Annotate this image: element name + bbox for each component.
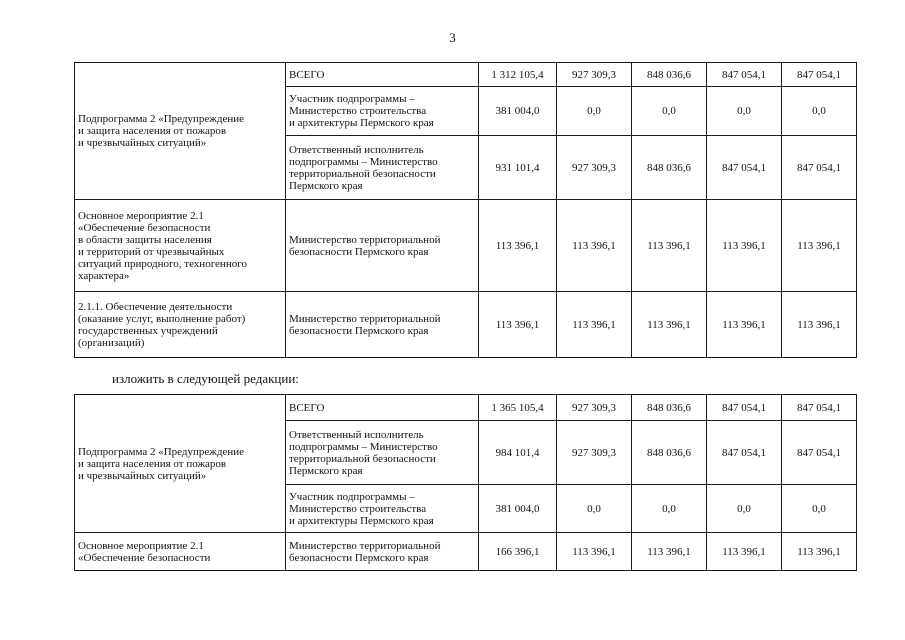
amount-cell: 927 309,3: [557, 395, 632, 421]
amount-cell: 113 396,1: [707, 533, 782, 571]
amendment-instruction: изложить в следующей редакции:: [112, 371, 299, 386]
label-line: «Обеспечение безопасности: [78, 551, 211, 564]
amount-cell: 848 036,6: [632, 421, 707, 485]
amount-cell: 847 054,1: [782, 421, 857, 485]
executor-cell: [286, 63, 479, 87]
amount-cell: 847 054,1: [782, 136, 857, 200]
amount-cell: 113 396,1: [479, 292, 557, 358]
subprogram-label-cell: [75, 395, 286, 533]
amount-cell: 0,0: [557, 485, 632, 533]
executor-cell: [286, 292, 479, 358]
executor-line: Участник подпрограммы –: [289, 490, 415, 503]
label-line: и защита населения от пожаров: [78, 457, 227, 470]
executor-line: Министерство строительства: [289, 105, 427, 117]
label-line: и чрезвычайных ситуаций»: [78, 137, 207, 149]
amount-cell: 113 396,1: [557, 533, 632, 571]
budget-table-current: [74, 62, 857, 358]
amount-cell: 927 309,3: [557, 63, 632, 87]
table-row: [75, 533, 857, 571]
amount-cell: 0,0: [632, 87, 707, 136]
label-line: Подпрограмма 2 «Предупреждение: [78, 113, 245, 125]
amount-cell: 931 101,4: [479, 136, 557, 200]
amount-cell: 0,0: [707, 485, 782, 533]
amount-cell: 1 365 105,4: [479, 395, 557, 421]
amount-cell: 847 054,1: [782, 395, 857, 421]
executor-line: подпрограммы – Министерство: [289, 155, 438, 168]
amount-cell: 113 396,1: [632, 533, 707, 571]
label-line: и территорий от чрезвычайных: [78, 245, 225, 258]
amount-cell: 847 054,1: [707, 63, 782, 87]
label-line: государственных учреждений: [78, 324, 218, 337]
amount-cell: 113 396,1: [557, 200, 632, 292]
amount-cell: 0,0: [782, 87, 857, 136]
executor-line: Пермского края: [289, 464, 363, 477]
amount-cell: 113 396,1: [782, 292, 857, 358]
executor-cell: [286, 485, 479, 533]
activity-label-cell: [75, 292, 286, 358]
amount-cell: 927 309,3: [557, 136, 632, 200]
label-line: 2.1.1. Обеспечение деятельности: [78, 300, 233, 313]
amount-cell: 0,0: [782, 485, 857, 533]
amount-cell: 927 309,3: [557, 421, 632, 485]
executor-line: Министерство территориальной: [289, 539, 441, 552]
amount-cell: 847 054,1: [707, 136, 782, 200]
executor-cell: [286, 136, 479, 200]
executor-line: подпрограммы – Министерство: [289, 440, 438, 453]
executor-line: Министерство строительства: [289, 502, 427, 515]
amount-cell: 166 396,1: [479, 533, 557, 571]
executor-line: и архитектуры Пермского края: [289, 117, 434, 129]
executor-cell: [286, 395, 479, 421]
table-row: [75, 395, 857, 421]
executor-line: и архитектуры Пермского края: [289, 514, 434, 527]
label-line: (оказание услуг, выполнение работ): [78, 312, 246, 325]
table-row: [75, 292, 857, 358]
executor-line: ВСЕГО: [289, 401, 325, 414]
amount-cell: 847 054,1: [782, 63, 857, 87]
label-line: (организаций): [78, 336, 145, 349]
label-line: «Обеспечение безопасности: [78, 221, 211, 234]
amount-cell: 0,0: [557, 87, 632, 136]
amount-cell: 113 396,1: [479, 200, 557, 292]
label-line: Подпрограмма 2 «Предупреждение: [78, 445, 245, 458]
amount-cell: 113 396,1: [782, 533, 857, 571]
main-activity-label-cell: [75, 200, 286, 292]
amount-cell: 0,0: [707, 87, 782, 136]
amount-cell: 984 101,4: [479, 421, 557, 485]
executor-cell: [286, 200, 479, 292]
main-activity-label-cell: [75, 533, 286, 571]
amount-cell: 848 036,6: [632, 63, 707, 87]
table-row: [75, 200, 857, 292]
executor-line: территориальной безопасности: [289, 167, 436, 180]
executor-cell: [286, 421, 479, 485]
amount-cell: 0,0: [632, 485, 707, 533]
amount-cell: 113 396,1: [782, 200, 857, 292]
amount-cell: 847 054,1: [707, 395, 782, 421]
executor-cell: [286, 87, 479, 136]
executor-line: Пермского края: [289, 179, 363, 192]
amount-cell: 848 036,6: [632, 136, 707, 200]
label-line: и защита населения от пожаров: [78, 125, 227, 137]
label-line: Основное мероприятие 2.1: [78, 209, 204, 222]
amount-cell: 113 396,1: [557, 292, 632, 358]
label-line: ситуаций природного, техногенного: [78, 257, 247, 270]
subprogram-label-cell: [75, 63, 286, 200]
executor-line: ВСЕГО: [289, 68, 325, 81]
budget-table-revised: [74, 394, 857, 571]
label-line: Основное мероприятие 2.1: [78, 539, 204, 552]
amount-cell: 113 396,1: [632, 292, 707, 358]
executor-line: Министерство территориальной: [289, 312, 441, 325]
executor-line: Участник подпрограммы –: [289, 93, 415, 105]
amount-cell: 381 004,0: [479, 485, 557, 533]
amount-cell: 113 396,1: [632, 200, 707, 292]
executor-line: безопасности Пермского края: [289, 551, 429, 564]
amount-cell: 1 312 105,4: [479, 63, 557, 87]
executor-line: территориальной безопасности: [289, 452, 436, 465]
label-line: и чрезвычайных ситуаций»: [78, 469, 207, 482]
amount-cell: 848 036,6: [632, 395, 707, 421]
executor-line: безопасности Пермского края: [289, 245, 429, 258]
executor-line: Ответственный исполнитель: [289, 428, 424, 441]
executor-line: безопасности Пермского края: [289, 324, 429, 337]
table-row: [75, 63, 857, 87]
page-number: 3: [449, 30, 456, 45]
amount-cell: 381 004,0: [479, 87, 557, 136]
executor-line: Ответственный исполнитель: [289, 143, 424, 156]
executor-line: Министерство территориальной: [289, 233, 441, 246]
executor-cell: [286, 533, 479, 571]
label-line: в области защиты населения: [78, 233, 212, 246]
label-line: характера»: [78, 269, 130, 282]
amount-cell: 113 396,1: [707, 200, 782, 292]
amount-cell: 113 396,1: [707, 292, 782, 358]
amount-cell: 847 054,1: [707, 421, 782, 485]
